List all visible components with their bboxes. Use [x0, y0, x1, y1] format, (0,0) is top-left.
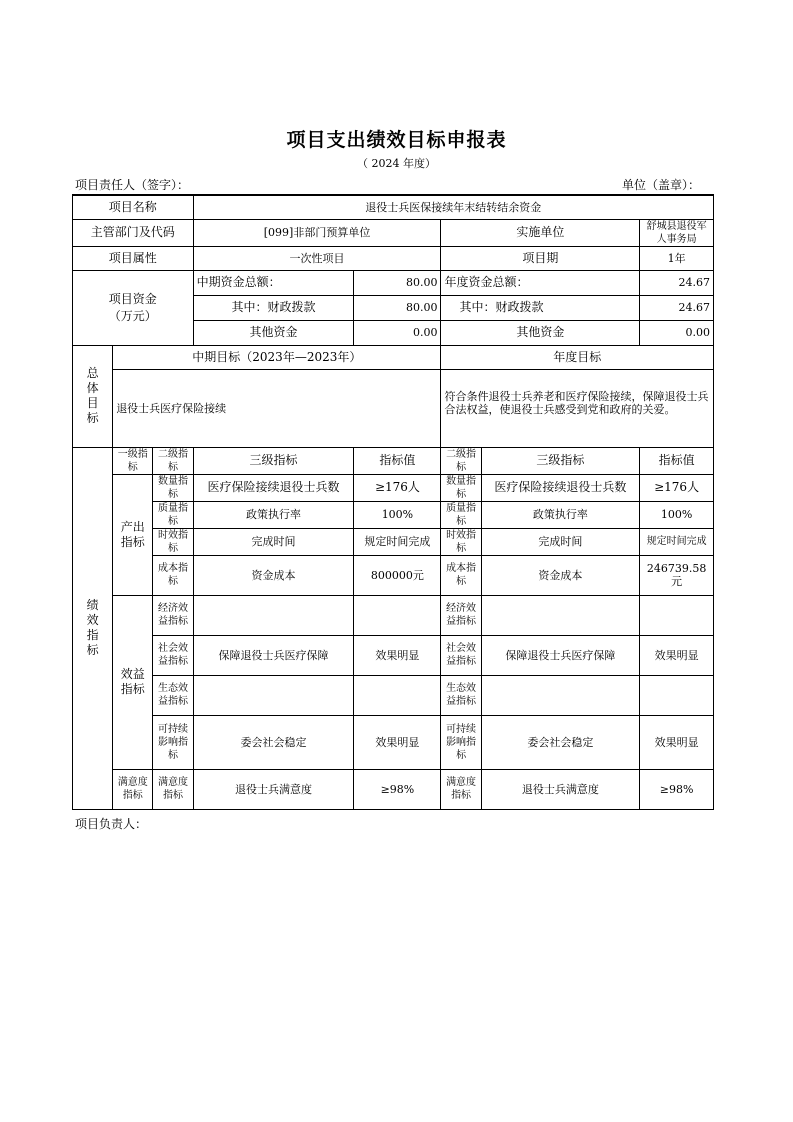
- social-l2-mid: 社会效益指标: [153, 635, 193, 675]
- l2-header-mid: 二级指标: [153, 447, 193, 474]
- economic-val-annual: [640, 595, 714, 635]
- unit-label: 单位（盖章）：: [622, 178, 701, 192]
- cost-name-annual: 资金成本: [481, 555, 640, 595]
- output-label: [113, 474, 153, 595]
- cost-val-mid: 800000元: [354, 555, 441, 595]
- time-val-mid: 规定时间完成: [354, 528, 441, 555]
- quantity-val-annual: ≥176人: [640, 474, 714, 501]
- quantity-l2-mid: 数量指标: [153, 474, 193, 501]
- ecological-l2-annual: 生态效益指标: [441, 675, 481, 715]
- funds-label: [73, 270, 194, 345]
- cost-val-annual: 246739.58元: [640, 555, 714, 595]
- satisfaction-l2-mid: 满意度指标: [153, 769, 193, 809]
- indicators-label: [73, 447, 113, 809]
- time-name-mid: 完成时间: [193, 528, 354, 555]
- quality-l2-annual: 质量指标: [441, 501, 481, 528]
- time-l2-mid: 时效指标: [153, 528, 193, 555]
- quantity-name-mid: 医疗保险接续退役士兵数: [193, 474, 354, 501]
- cost-name-mid: 资金成本: [193, 555, 354, 595]
- quantity-l2-annual: 数量指标: [441, 474, 481, 501]
- quantity-name-annual: 医疗保险接续退役士兵数: [481, 474, 640, 501]
- benefit-label: [113, 595, 153, 769]
- val-header-mid: 指标值: [354, 447, 441, 474]
- responsible-label: 项目责任人（签字）：: [75, 178, 190, 192]
- mid-goal-text: 退役士兵医疗保险接续: [113, 369, 441, 447]
- period-label: 项目期: [441, 246, 640, 270]
- annual-fiscal-value: 24.67: [640, 295, 714, 320]
- satisfaction-name-mid: 退役士兵满意度: [193, 769, 354, 809]
- ecological-val-annual: [640, 675, 714, 715]
- satisfaction-val-annual: ≥98%: [640, 769, 714, 809]
- time-val-annual: 规定时间完成: [640, 528, 714, 555]
- economic-name-annual: [481, 595, 640, 635]
- annual-total-value: 24.67: [640, 270, 714, 295]
- indicators-label-text: 绩效指标: [86, 598, 99, 657]
- satisfaction-label: 满意度指标: [113, 769, 153, 809]
- mid-total-value: 80.00: [354, 270, 441, 295]
- project-name-value: 退役士兵医保接续年末结转结余资金: [193, 195, 713, 219]
- annual-fiscal-label: 其中：财政拨款: [441, 295, 640, 320]
- mid-goal-header: 中期目标（2023年—2023年）: [113, 345, 441, 369]
- attr-label: 项目属性: [73, 246, 194, 270]
- sustain-l2-annual: 可持续影响指标: [441, 715, 481, 769]
- project-name-label: 项目名称: [73, 195, 194, 219]
- quality-val-annual: 100%: [640, 501, 714, 528]
- cost-l2-mid: 成本指标: [153, 555, 193, 595]
- annual-other-value: 0.00: [640, 320, 714, 345]
- ecological-l2-mid: 生态效益指标: [153, 675, 193, 715]
- annual-other-label: 其他资金: [441, 320, 640, 345]
- cost-l2-annual: 成本指标: [441, 555, 481, 595]
- output-label-text: 产出指标: [120, 519, 145, 549]
- period-value: 1年: [640, 246, 714, 270]
- mid-fiscal-label: 其中：财政拨款: [193, 295, 354, 320]
- overall-goal-label-text: 总体目标: [86, 366, 99, 425]
- dept-label: 主管部门及代码: [73, 219, 194, 246]
- ecological-val-mid: [354, 675, 441, 715]
- quality-l2-mid: 质量指标: [153, 501, 193, 528]
- sustain-val-mid: 效果明显: [354, 715, 441, 769]
- satisfaction-val-mid: ≥98%: [354, 769, 441, 809]
- dept-value: [099]非部门预算单位: [193, 219, 441, 246]
- val-header-annual: 指标值: [640, 447, 714, 474]
- page-title: 项目支出绩效目标申报表: [286, 129, 507, 151]
- economic-val-mid: [354, 595, 441, 635]
- year-line: （ 2024 年度）: [357, 157, 436, 170]
- ecological-name-mid: [193, 675, 354, 715]
- mid-fiscal-value: 80.00: [354, 295, 441, 320]
- l1-header: 一级指标: [113, 447, 153, 474]
- social-val-annual: 效果明显: [640, 635, 714, 675]
- performance-goal-table: [72, 194, 714, 810]
- impl-value: 舒城县退役军人事务局: [640, 219, 714, 246]
- footer-label: 项目负责人：: [75, 817, 148, 831]
- sustain-l2-mid: 可持续影响指标: [153, 715, 193, 769]
- l3-header-annual: 三级指标: [481, 447, 640, 474]
- mid-other-value: 0.00: [354, 320, 441, 345]
- mid-total-label: 中期资金总额：: [193, 270, 354, 295]
- overall-goal-label: [73, 345, 113, 447]
- sustain-name-mid: 委会社会稳定: [193, 715, 354, 769]
- sustain-name-annual: 委会社会稳定: [481, 715, 640, 769]
- economic-name-mid: [193, 595, 354, 635]
- quality-val-mid: 100%: [354, 501, 441, 528]
- attr-value: 一次性项目: [193, 246, 441, 270]
- quantity-val-mid: ≥176人: [354, 474, 441, 501]
- social-l2-annual: 社会效益指标: [441, 635, 481, 675]
- social-name-annual: 保障退役士兵医疗保障: [481, 635, 640, 675]
- sustain-val-annual: 效果明显: [640, 715, 714, 769]
- funds-label-text: 项目资金（万元）: [108, 291, 157, 323]
- mid-other-label: 其他资金: [193, 320, 354, 345]
- time-l2-annual: 时效指标: [441, 528, 481, 555]
- benefit-label-text: 效益指标: [120, 667, 145, 696]
- quality-name-annual: 政策执行率: [481, 501, 640, 528]
- l2-header-annual: 二级指标: [441, 447, 481, 474]
- annual-goal-header: 年度目标: [441, 345, 714, 369]
- economic-l2-mid: 经济效益指标: [153, 595, 193, 635]
- satisfaction-l2-annual: 满意度指标: [441, 769, 481, 809]
- annual-total-label: 年度资金总额：: [441, 270, 640, 295]
- social-val-mid: 效果明显: [354, 635, 441, 675]
- satisfaction-name-annual: 退役士兵满意度: [481, 769, 640, 809]
- economic-l2-annual: 经济效益指标: [441, 595, 481, 635]
- impl-label: 实施单位: [441, 219, 640, 246]
- quality-name-mid: 政策执行率: [193, 501, 354, 528]
- l3-header-mid: 三级指标: [193, 447, 354, 474]
- time-name-annual: 完成时间: [481, 528, 640, 555]
- annual-goal-text: 符合条件退役士兵养老和医疗保险接续，保障退役士兵合法权益，使退役士兵感受到党和政府的关爱。: [441, 369, 714, 447]
- ecological-name-annual: [481, 675, 640, 715]
- social-name-mid: 保障退役士兵医疗保障: [193, 635, 354, 675]
